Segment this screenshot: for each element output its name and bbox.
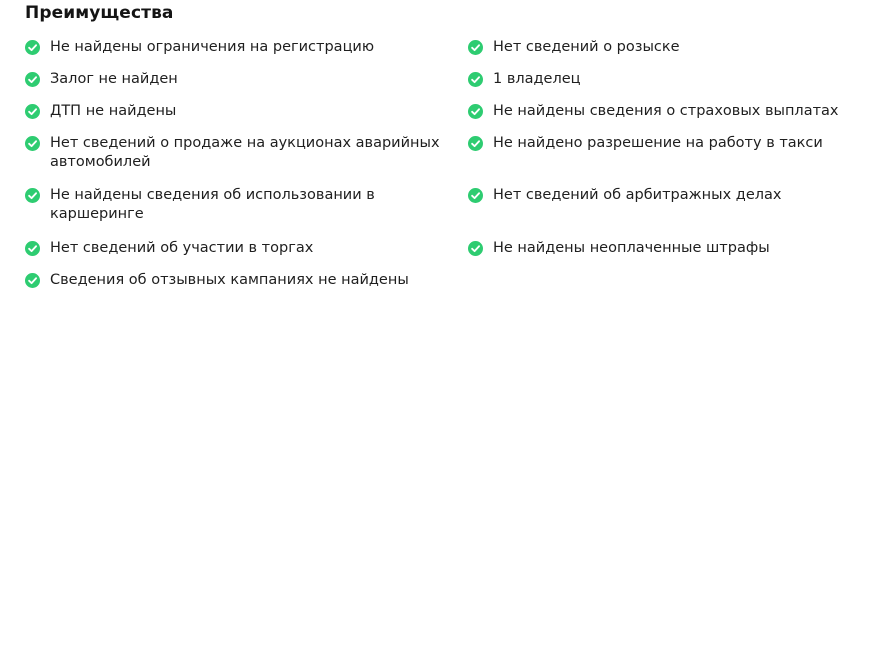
advantage-label: Не найдены ограничения на регистрацию xyxy=(50,39,375,55)
advantage-item xyxy=(468,102,888,121)
check-circle-icon xyxy=(468,136,483,151)
check-circle-icon xyxy=(25,188,40,203)
advantage-item xyxy=(468,186,888,205)
advantage-item xyxy=(25,271,450,290)
check-circle-icon xyxy=(468,40,483,55)
advantage-label: Не найдены сведения об использовании в каршеринге xyxy=(50,187,375,222)
check-circle-icon xyxy=(25,104,40,119)
advantage-item xyxy=(25,134,450,172)
check-circle-icon xyxy=(25,273,40,288)
advantage-item xyxy=(468,38,888,57)
advantage-item xyxy=(25,186,380,224)
check-circle-icon xyxy=(468,241,483,256)
advantage-label: Нет сведений о розыске xyxy=(493,39,680,55)
advantage-label: Сведения об отзывных кампаниях не найдены xyxy=(50,272,409,288)
advantage-item xyxy=(25,239,450,258)
advantage-item xyxy=(468,70,888,89)
advantage-item xyxy=(468,134,888,153)
advantage-label: Не найдены сведения о страховых выплатах xyxy=(493,103,839,119)
section-title: Преимущества xyxy=(25,3,174,23)
advantage-item xyxy=(25,102,450,121)
check-circle-icon xyxy=(25,72,40,87)
check-circle-icon xyxy=(468,104,483,119)
check-circle-icon xyxy=(468,72,483,87)
advantage-label: 1 владелец xyxy=(493,71,581,87)
advantage-label: Нет сведений о продаже на аукционах аварийных автомобилей xyxy=(50,135,440,170)
advantage-label: Не найдены неоплаченные штрафы xyxy=(493,240,770,256)
check-circle-icon xyxy=(468,188,483,203)
advantage-item xyxy=(468,239,888,258)
advantage-label: Нет сведений об участии в торгах xyxy=(50,240,314,256)
advantage-item xyxy=(25,38,450,57)
advantage-label: Залог не найден xyxy=(50,71,178,87)
advantage-label: Не найдено разрешение на работу в такси xyxy=(493,135,823,151)
check-circle-icon xyxy=(25,136,40,151)
advantage-item xyxy=(25,70,450,89)
advantage-label: ДТП не найдены xyxy=(50,103,177,119)
check-circle-icon xyxy=(25,241,40,256)
advantage-label: Нет сведений об арбитражных делах xyxy=(493,187,782,203)
check-circle-icon xyxy=(25,40,40,55)
